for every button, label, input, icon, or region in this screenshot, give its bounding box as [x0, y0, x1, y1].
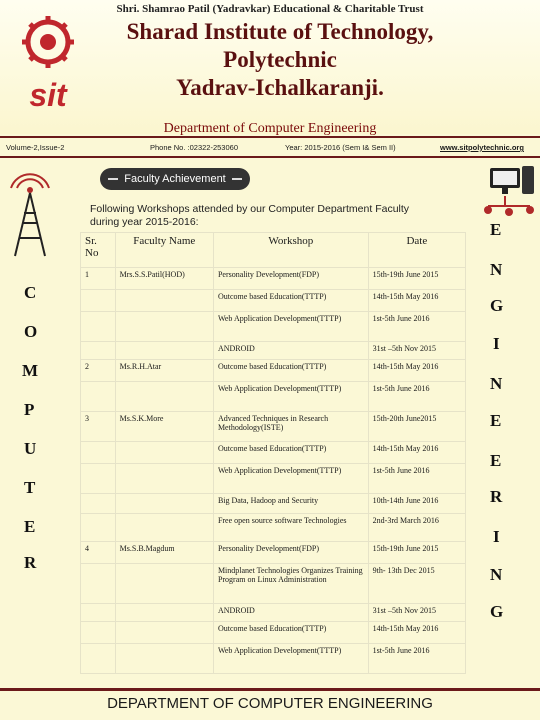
table-row [81, 622, 466, 644]
left-letter: C [24, 283, 37, 302]
table-row [81, 514, 466, 542]
sr-no-cell [81, 464, 116, 494]
badge-dash-left [108, 178, 118, 180]
date-cell: 14th-15th May 2016 [368, 442, 465, 464]
workshop-cell: Outcome based Education(TTTP) [213, 622, 368, 644]
table-row [81, 542, 466, 564]
faculty-name-cell: Ms.S.K.More [115, 412, 213, 442]
table-row [81, 360, 466, 382]
footer-title: DEPARTMENT OF COMPUTER ENGINEERING [107, 695, 433, 712]
workshop-cell: Personality Development(FDP) [213, 542, 368, 564]
date-cell: 10th-14th June 2016 [368, 494, 465, 514]
table-row [81, 382, 466, 412]
right-letter: G [490, 602, 504, 621]
table-row [81, 312, 466, 342]
table-row [81, 464, 466, 494]
info-bar [0, 136, 540, 158]
website-link[interactable]: www.sitpolytechnic.org [440, 143, 524, 152]
table-row [81, 442, 466, 464]
header-workshop: Workshop [213, 233, 368, 268]
date-cell: 15th-20th June2015 [368, 412, 465, 442]
date-cell: 2nd-3rd March 2016 [368, 514, 465, 542]
sr-no-cell [81, 622, 116, 644]
workshop-cell: Outcome based Education(TTTP) [213, 360, 368, 382]
sr-no-cell: 1 [81, 268, 116, 290]
right-sidebar [470, 160, 540, 680]
page-footer [0, 688, 540, 720]
workshop-cell: Personality Development(FDP) [213, 268, 368, 290]
workshop-cell: Outcome based Education(TTTP) [213, 442, 368, 464]
right-letter: E [490, 411, 502, 430]
workshop-cell: Free open source software Technologies [213, 514, 368, 542]
network-computer-icon [482, 162, 538, 222]
table-row [81, 342, 466, 360]
faculty-name-cell: Ms.R.H.Atar [115, 360, 213, 382]
institute-logo-icon [8, 14, 88, 124]
sr-no-cell: 3 [81, 412, 116, 442]
header-sr-no: Sr. No [81, 233, 116, 268]
faculty-name-cell [115, 382, 213, 412]
table-row [81, 564, 466, 604]
faculty-name-cell [115, 622, 213, 644]
left-letter: T [24, 478, 36, 497]
workshop-table [80, 232, 466, 674]
workshop-cell: Outcome based Education(TTTP) [213, 290, 368, 312]
workshop-cell: Web Application Development(TTTP) [213, 464, 368, 494]
sr-no-cell [81, 514, 116, 542]
sr-no-cell [81, 290, 116, 312]
faculty-name-cell [115, 342, 213, 360]
faculty-name-cell [115, 290, 213, 312]
sr-no-cell: 4 [81, 542, 116, 564]
left-letter: E [24, 517, 36, 536]
faculty-name-cell [115, 514, 213, 542]
faculty-name-cell [115, 312, 213, 342]
faculty-name-cell [115, 564, 213, 604]
right-letter: I [493, 334, 500, 353]
left-letter: O [24, 322, 38, 341]
workshop-cell: ANDROID [213, 342, 368, 360]
volume-issue: Volume-2,Issue-2 [6, 143, 65, 152]
table-row [81, 604, 466, 622]
header-faculty-name: Faculty Name [115, 233, 213, 268]
faculty-achievement-badge [100, 168, 250, 190]
intro-text: Following Workshops attended by our Computer Department Faculty during year 2015-2016: [90, 203, 410, 228]
left-letter: M [22, 361, 39, 380]
sr-no-cell: 2 [81, 360, 116, 382]
sr-no-cell [81, 604, 116, 622]
date-cell: 15th-19th June 2015 [368, 268, 465, 290]
date-cell: 15th-19th June 2015 [368, 542, 465, 564]
workshop-cell: Big Data, Hadoop and Security [213, 494, 368, 514]
left-sidebar [0, 160, 70, 680]
phone-number: Phone No. :02322-253060 [150, 143, 238, 152]
sr-no-cell [81, 342, 116, 360]
right-letter: E [490, 220, 502, 239]
workshop-cell: Advanced Techniques in Research Methodology(ISTE) [213, 412, 368, 442]
right-letter: E [490, 451, 502, 470]
table-row [81, 290, 466, 312]
institute-name-line1: Sharad Institute of Technology, [126, 19, 434, 44]
institute-name-line3: Yadrav-Ichalkaranji. [176, 75, 384, 100]
date-cell: 9th- 13th Dec 2015 [368, 564, 465, 604]
workshop-cell: Web Application Development(TTTP) [213, 312, 368, 342]
date-cell: 14th-15th May 2016 [368, 622, 465, 644]
workshop-cell: ANDROID [213, 604, 368, 622]
date-cell: 1st-5th June 2016 [368, 464, 465, 494]
faculty-name-cell [115, 464, 213, 494]
table-row [81, 644, 466, 674]
header-date: Date [368, 233, 465, 268]
date-cell: 1st-5th June 2016 [368, 382, 465, 412]
date-cell: 14th-15th May 2016 [368, 290, 465, 312]
badge-label: Faculty Achievement [124, 173, 226, 185]
faculty-name-cell [115, 604, 213, 622]
right-letter: N [490, 260, 503, 279]
sr-no-cell [81, 494, 116, 514]
sr-no-cell [81, 312, 116, 342]
page-header [0, 0, 540, 134]
right-letter: I [493, 527, 500, 546]
date-cell: 14th-15th May 2016 [368, 360, 465, 382]
badge-dash-right [232, 178, 242, 180]
right-letter: R [490, 487, 503, 506]
table-row [81, 412, 466, 442]
table-row [81, 268, 466, 290]
trust-name: Shri. Shamrao Patil (Yadravkar) Educational & Charitable Trust [116, 3, 424, 15]
department-title: Department of Computer Engineering [163, 121, 377, 136]
sr-no-cell [81, 564, 116, 604]
left-letter: P [24, 400, 35, 419]
tower-icon [5, 168, 55, 258]
faculty-name-cell [115, 644, 213, 674]
table-header-row [81, 233, 466, 268]
left-letter: U [24, 439, 37, 458]
sr-no-cell [81, 644, 116, 674]
logo-text: sit [29, 77, 67, 113]
faculty-name-cell [115, 494, 213, 514]
right-letter: G [490, 296, 504, 315]
left-letter: R [24, 553, 37, 572]
date-cell: 1st-5th June 2016 [368, 312, 465, 342]
date-cell: 31st –5th Nov 2015 [368, 604, 465, 622]
table-row [81, 494, 466, 514]
faculty-name-cell: Ms.S.B.Magdum [115, 542, 213, 564]
workshop-cell: Web Application Development(TTTP) [213, 644, 368, 674]
workshop-cell: Web Application Development(TTTP) [213, 382, 368, 412]
faculty-name-cell [115, 442, 213, 464]
faculty-name-cell: Mrs.S.S.Patil(HOD) [115, 268, 213, 290]
date-cell: 1st-5th June 2016 [368, 644, 465, 674]
sr-no-cell [81, 382, 116, 412]
academic-year: Year: 2015-2016 (Sem I& Sem II) [285, 143, 396, 152]
sr-no-cell [81, 442, 116, 464]
workshop-cell: Mindplanet Technologies Organizes Training Program on Linux Administration [213, 564, 368, 604]
date-cell: 31st –5th Nov 2015 [368, 342, 465, 360]
institute-name-line2: Polytechnic [223, 47, 337, 72]
right-letter: N [490, 565, 503, 584]
right-letter: N [490, 374, 503, 393]
